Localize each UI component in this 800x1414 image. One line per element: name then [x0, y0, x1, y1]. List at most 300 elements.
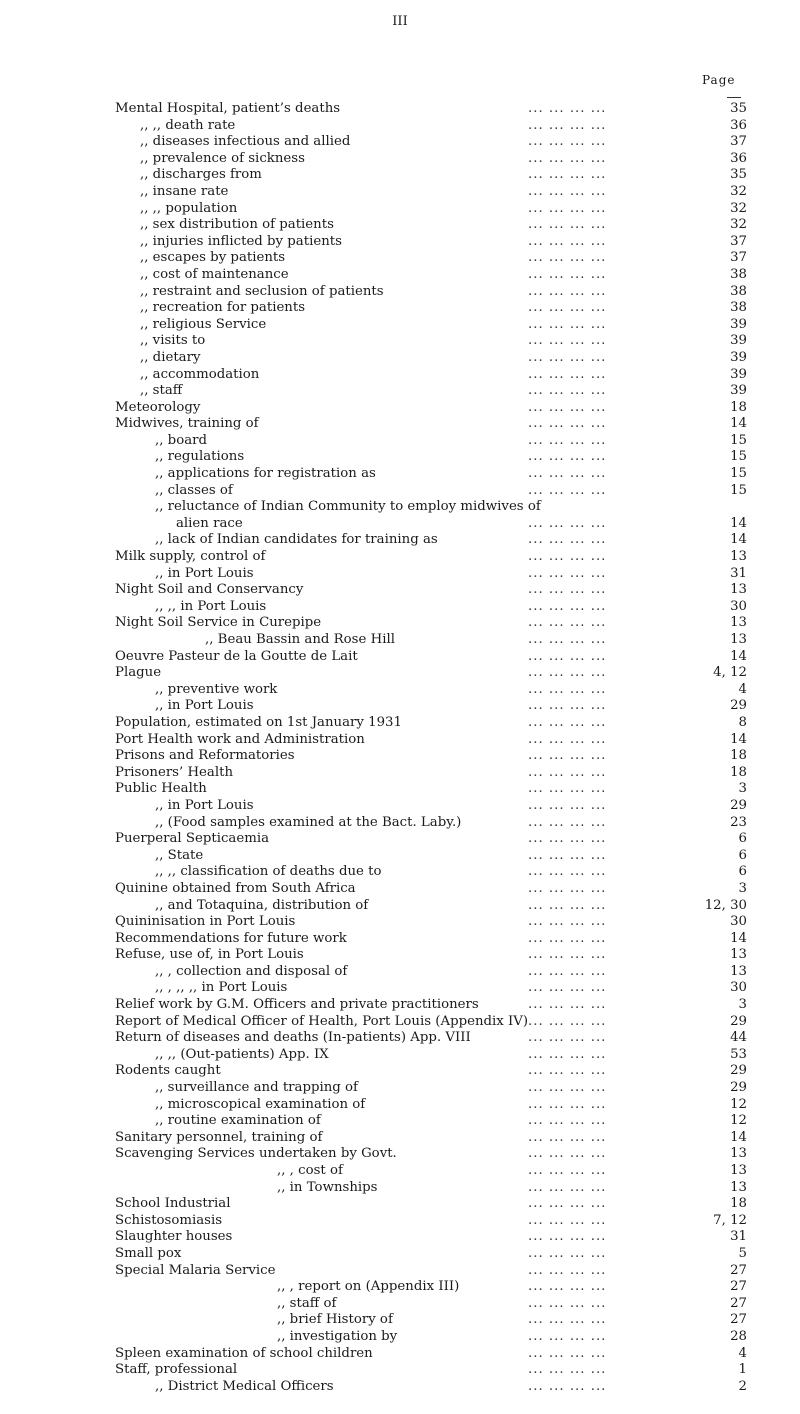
- index-entry: [0, 997, 800, 1014]
- leader-dots: ... ... ... ...: [528, 582, 607, 598]
- entry-text: ,, ,, (Out-patients) App. IX: [155, 1046, 329, 1062]
- leader-dots: ... ... ... ...: [528, 134, 607, 150]
- entry-page: 13: [730, 615, 747, 631]
- entry-text: ,, staff: [140, 383, 183, 399]
- index-entry: [0, 1246, 800, 1263]
- leader-dots: ... ... ... ...: [528, 150, 607, 166]
- index-entry: [0, 1180, 800, 1197]
- entry-text: ,, recreation for patients: [140, 300, 306, 316]
- index-entry: [0, 698, 800, 715]
- entry-text: Slaughter houses: [115, 1229, 233, 1245]
- leader-dots: ... ... ... ...: [528, 283, 607, 299]
- entry-text: ,, brief History of: [277, 1312, 393, 1328]
- entry-page: 12, 30: [704, 897, 747, 913]
- entry-text: Prisons and Reformatories: [115, 748, 295, 764]
- entry-page: 39: [730, 366, 747, 382]
- index-entry: [0, 1113, 800, 1130]
- entry-text: Plague: [115, 665, 162, 681]
- entry-text: ,, classes of: [155, 482, 233, 498]
- index-entry: [0, 582, 800, 599]
- index-entry: [0, 499, 800, 516]
- leader-dots: ... ... ... ...: [528, 847, 607, 863]
- entry-text: Mental Hospital, patient’s deaths: [115, 101, 341, 116]
- entry-page: 3: [738, 781, 747, 797]
- index-entry: [0, 615, 800, 632]
- entry-text: Recommendations for future work: [115, 930, 347, 946]
- entry-text: Return of diseases and deaths (In-patients) App. VIII: [115, 1030, 471, 1046]
- index-entry: [0, 1279, 800, 1296]
- entry-page: 14: [730, 731, 747, 747]
- leader-dots: ... ... ... ...: [528, 1229, 607, 1245]
- entry-page: 13: [730, 582, 747, 598]
- leader-dots: ... ... ... ...: [528, 864, 607, 880]
- entry-text: ,, staff of: [277, 1295, 337, 1311]
- index-entry: [0, 532, 800, 549]
- entry-page: 14: [730, 1129, 747, 1145]
- index-entry: [0, 267, 800, 284]
- leader-dots: ... ... ... ...: [528, 515, 607, 531]
- index-entry: [0, 1097, 800, 1114]
- index-entry: [0, 1014, 800, 1031]
- index-entry: [0, 383, 800, 400]
- leader-dots: ... ... ... ...: [528, 1312, 607, 1328]
- entry-text: ,, investigation by: [277, 1328, 398, 1344]
- leader-dots: ... ... ... ...: [528, 930, 607, 946]
- entry-text: ,, surveillance and trapping of: [155, 1080, 358, 1096]
- index-entry: [0, 317, 800, 334]
- leader-dots: ... ... ... ...: [528, 1013, 607, 1029]
- entry-page: 2: [738, 1378, 747, 1394]
- entry-text: ,, diseases infectious and allied: [140, 134, 351, 150]
- leader-dots: ... ... ... ...: [528, 880, 607, 896]
- leader-dots: ... ... ... ...: [528, 167, 607, 183]
- leader-dots: ... ... ... ...: [528, 1245, 607, 1261]
- entry-text: ,, preventive work: [155, 681, 278, 697]
- index-entry: [0, 1296, 800, 1313]
- entry-page: 6: [738, 847, 747, 863]
- entry-page: 27: [730, 1262, 747, 1278]
- index-entry: [0, 831, 800, 848]
- index-entry: [0, 167, 800, 184]
- entry-page: 29: [730, 1063, 747, 1079]
- entry-text: ,, accommodation: [140, 366, 260, 382]
- leader-dots: ... ... ... ...: [528, 1362, 607, 1378]
- index-entry: [0, 134, 800, 151]
- entry-text: ,, , collection and disposal of: [155, 963, 348, 979]
- entry-text: ,, sex distribution of patients: [140, 217, 334, 233]
- leader-dots: ... ... ... ...: [528, 333, 607, 349]
- entry-text: ,, and Totaquina, distribution of: [155, 897, 369, 913]
- leader-dots: ... ... ... ...: [528, 217, 607, 233]
- entry-text: ,, State: [155, 847, 204, 863]
- index-entry: [0, 798, 800, 815]
- leader-dots: ... ... ... ...: [528, 698, 607, 714]
- leader-dots: ... ... ... ...: [528, 565, 607, 581]
- entry-page: 3: [738, 880, 747, 896]
- index-entry: [0, 898, 800, 915]
- index-entry: [0, 1063, 800, 1080]
- entry-page: 7, 12: [713, 1212, 747, 1228]
- entry-page: 30: [730, 914, 747, 930]
- entry-page: 5: [738, 1245, 747, 1261]
- entry-text: Refuse, use of, in Port Louis: [115, 947, 304, 963]
- index-entry: [0, 947, 800, 964]
- index-entry: [0, 234, 800, 251]
- index-entry: [0, 483, 800, 500]
- entry-text: ,, in Port Louis: [155, 797, 254, 813]
- entry-page: 37: [730, 250, 747, 266]
- entry-page: 53: [730, 1046, 747, 1062]
- entry-text: ,, in Townships: [277, 1179, 378, 1195]
- index-entry: [0, 151, 800, 168]
- leader-dots: ... ... ... ...: [528, 1196, 607, 1212]
- leader-dots: ... ... ... ...: [528, 383, 607, 399]
- leader-dots: ... ... ... ...: [528, 416, 607, 432]
- leader-dots: ... ... ... ...: [528, 183, 607, 199]
- entry-text: Quininisation in Port Louis: [115, 914, 296, 930]
- leader-dots: ... ... ... ...: [528, 316, 607, 332]
- leader-dots: ... ... ... ...: [528, 1179, 607, 1195]
- entry-page: 29: [730, 1080, 747, 1096]
- entry-page: 32: [730, 183, 747, 199]
- index-entry: [0, 682, 800, 699]
- entry-page: 4, 12: [713, 665, 747, 681]
- leader-dots: ... ... ... ...: [528, 781, 607, 797]
- index-list: [0, 101, 800, 1395]
- leader-dots: ... ... ... ...: [528, 1063, 607, 1079]
- entry-text: ,, restraint and seclusion of patients: [140, 283, 384, 299]
- index-entry: [0, 433, 800, 450]
- leader-dots: ... ... ... ...: [528, 1279, 607, 1295]
- entry-page: 14: [730, 532, 747, 548]
- index-entry: [0, 333, 800, 350]
- entry-text: ,, board: [155, 432, 207, 448]
- entry-text: ,, ,, classification of deaths due to: [155, 864, 382, 880]
- entry-text: Puerperal Septicaemia: [115, 831, 269, 847]
- entry-text: alien race: [176, 515, 243, 531]
- leader-dots: ... ... ... ...: [528, 200, 607, 216]
- leader-dots: ... ... ... ...: [528, 665, 607, 681]
- entry-text: ,, religious Service: [140, 316, 267, 332]
- leader-dots: ... ... ... ...: [528, 1080, 607, 1096]
- entry-page: 36: [730, 117, 747, 133]
- entry-text: ,, cost of maintenance: [140, 266, 289, 282]
- entry-page: 28: [730, 1328, 747, 1344]
- entry-page: 29: [730, 797, 747, 813]
- entry-page: 38: [730, 266, 747, 282]
- entry-text: Staff, professional: [115, 1362, 238, 1378]
- entry-page: 39: [730, 316, 747, 332]
- entry-text: ,, , report on (Appendix III): [277, 1279, 460, 1295]
- entry-page: 37: [730, 233, 747, 249]
- index-entry: [0, 649, 800, 666]
- entry-text: ,, visits to: [140, 333, 206, 349]
- entry-page: 35: [730, 167, 747, 183]
- leader-dots: ... ... ... ...: [528, 764, 607, 780]
- leader-dots: ... ... ... ...: [528, 117, 607, 133]
- entry-page: 13: [730, 1179, 747, 1195]
- page-number: III: [392, 14, 408, 29]
- index-entry: [0, 1263, 800, 1280]
- index-entry: [0, 765, 800, 782]
- entry-page: 29: [730, 1013, 747, 1029]
- entry-page: 6: [738, 831, 747, 847]
- index-entry: [0, 815, 800, 832]
- leader-dots: ... ... ... ...: [528, 797, 607, 813]
- leader-dots: ... ... ... ...: [528, 963, 607, 979]
- entry-page: 18: [730, 1196, 747, 1212]
- entry-page: 4: [738, 1345, 747, 1361]
- entry-text: Milk supply, control of: [115, 549, 266, 565]
- entry-text: Midwives, training of: [115, 416, 259, 432]
- entry-text: Meteorology: [115, 399, 201, 415]
- index-entry: [0, 665, 800, 682]
- index-entry: [0, 400, 800, 417]
- leader-dots: ... ... ... ...: [528, 349, 607, 365]
- entry-page: 38: [730, 283, 747, 299]
- entry-page: 44: [730, 1030, 747, 1046]
- index-entry: [0, 217, 800, 234]
- leader-dots: ... ... ... ...: [528, 632, 607, 647]
- entry-page: 13: [730, 963, 747, 979]
- entry-text: Night Soil and Conservancy: [115, 582, 304, 598]
- entry-text: Report of Medical Officer of Health, Port Louis (Appendix IV): [115, 1013, 529, 1029]
- leader-dots: ... ... ... ...: [528, 980, 607, 996]
- entry-page: 4: [738, 681, 747, 697]
- entry-text: ,, in Port Louis: [155, 698, 254, 714]
- leader-dots: ... ... ... ...: [528, 731, 607, 747]
- entry-page: 14: [730, 416, 747, 432]
- leader-dots: ... ... ... ...: [528, 947, 607, 963]
- entry-text: ,, injuries inflicted by patients: [140, 233, 342, 249]
- page-column-rule: [727, 97, 741, 98]
- index-entry: [0, 1229, 800, 1246]
- entry-text: ,, escapes by patients: [140, 250, 286, 266]
- index-entry: [0, 715, 800, 732]
- leader-dots: ... ... ... ...: [528, 250, 607, 266]
- leader-dots: ... ... ... ...: [528, 714, 607, 730]
- leader-dots: ... ... ... ...: [528, 615, 607, 631]
- entry-text: ,, in Port Louis: [155, 565, 254, 581]
- entry-page: 31: [730, 1229, 747, 1245]
- index-entry: [0, 549, 800, 566]
- entry-text: Spleen examination of school children: [115, 1345, 373, 1361]
- index-entry: [0, 980, 800, 997]
- entry-text: Oeuvre Pasteur de la Goutte de Lait: [115, 648, 358, 664]
- entry-text: ,, prevalence of sickness: [140, 150, 305, 166]
- entry-text: ,, , ,, ,, in Port Louis: [155, 980, 288, 996]
- entry-text: ,, routine examination of: [155, 1113, 321, 1129]
- entry-text: School Industrial: [115, 1196, 231, 1212]
- index-entry: [0, 864, 800, 881]
- index-entry: [0, 1379, 800, 1396]
- index-entry: [0, 1080, 800, 1097]
- entry-page: 13: [730, 1146, 747, 1162]
- entry-text: Schistosomiasis: [115, 1212, 223, 1228]
- leader-dots: ... ... ... ...: [528, 1113, 607, 1129]
- entry-text: Special Malaria Service: [115, 1262, 276, 1278]
- leader-dots: ... ... ... ...: [528, 233, 607, 249]
- entry-page: 18: [730, 399, 747, 415]
- index-entry: [0, 1362, 800, 1379]
- entry-text: ,, District Medical Officers: [155, 1378, 334, 1394]
- index-entry: [0, 964, 800, 981]
- entry-page: 12: [730, 1113, 747, 1129]
- entry-text: Night Soil Service in Curepipe: [115, 615, 322, 631]
- leader-dots: ... ... ... ...: [528, 897, 607, 913]
- entry-page: 23: [730, 814, 747, 830]
- entry-page: 27: [730, 1312, 747, 1328]
- entry-text: Public Health: [115, 781, 207, 797]
- index-entry: [0, 1346, 800, 1363]
- leader-dots: ... ... ... ...: [528, 449, 607, 465]
- index-entry: [0, 566, 800, 583]
- leader-dots: ... ... ... ...: [528, 831, 607, 847]
- index-entry: [0, 914, 800, 931]
- index-entry: [0, 632, 800, 649]
- entry-text: ,, insane rate: [140, 183, 229, 199]
- index-entry: [0, 881, 800, 898]
- leader-dots: ... ... ... ...: [528, 1345, 607, 1361]
- leader-dots: ... ... ... ...: [528, 997, 607, 1013]
- leader-dots: ... ... ... ...: [528, 598, 607, 614]
- entry-page: 15: [730, 466, 747, 482]
- leader-dots: ... ... ... ...: [528, 432, 607, 448]
- index-entry: [0, 416, 800, 433]
- entry-page: 39: [730, 333, 747, 349]
- index-entry: [0, 848, 800, 865]
- index-entry: [0, 732, 800, 749]
- leader-dots: ... ... ... ...: [528, 1129, 607, 1145]
- index-entry: [0, 250, 800, 267]
- index-entry: [0, 101, 800, 118]
- index-entry: [0, 118, 800, 135]
- index-entry: [0, 300, 800, 317]
- leader-dots: ... ... ... ...: [528, 648, 607, 664]
- entry-text: Quinine obtained from South Africa: [115, 880, 356, 896]
- entry-page: 30: [730, 980, 747, 996]
- leader-dots: ... ... ... ...: [528, 1046, 607, 1062]
- index-entry: [0, 284, 800, 301]
- index-entry: [0, 1030, 800, 1047]
- index-entry: [0, 748, 800, 765]
- entry-text: ,, Beau Bassin and Rose Hill: [205, 632, 395, 647]
- entry-page: 6: [738, 864, 747, 880]
- entry-page: 1: [738, 1362, 747, 1378]
- index-entry: [0, 931, 800, 948]
- entry-page: 8: [738, 714, 747, 730]
- entry-text: ,, ,, in Port Louis: [155, 598, 267, 614]
- entry-text: ,, applications for registration as: [155, 466, 376, 482]
- entry-text: ,, discharges from: [140, 167, 262, 183]
- index-entry: [0, 201, 800, 218]
- leader-dots: ... ... ... ...: [528, 101, 607, 116]
- entry-page: 13: [730, 947, 747, 963]
- leader-dots: ... ... ... ...: [528, 1030, 607, 1046]
- leader-dots: ... ... ... ...: [528, 1096, 607, 1112]
- index-entry: [0, 367, 800, 384]
- index-entry: [0, 599, 800, 616]
- entry-text: ,, , cost of: [277, 1163, 343, 1178]
- entry-page: 18: [730, 764, 747, 780]
- entry-page: 29: [730, 698, 747, 714]
- leader-dots: ... ... ... ...: [528, 466, 607, 482]
- entry-page: 37: [730, 134, 747, 150]
- index-entry: [0, 781, 800, 798]
- index-entry: [0, 466, 800, 483]
- entry-page: 32: [730, 217, 747, 233]
- leader-dots: ... ... ... ...: [528, 366, 607, 382]
- index-entry: [0, 1047, 800, 1064]
- leader-dots: ... ... ... ...: [528, 482, 607, 498]
- entry-text: Prisoners’ Health: [115, 764, 234, 780]
- entry-text: Relief work by G.M. Officers and private practitioners: [115, 997, 479, 1013]
- leader-dots: ... ... ... ...: [528, 399, 607, 415]
- entry-text: Port Health work and Administration: [115, 731, 365, 747]
- leader-dots: ... ... ... ...: [528, 300, 607, 316]
- page-column-heading: Page: [702, 73, 736, 87]
- entry-page: 36: [730, 150, 747, 166]
- index-entry: [0, 1329, 800, 1346]
- entry-page: 27: [730, 1279, 747, 1295]
- entry-text: ,, lack of Indian candidates for training as: [155, 532, 438, 548]
- entry-page: 14: [730, 515, 747, 531]
- index-entry: [0, 184, 800, 201]
- entry-page: 14: [730, 648, 747, 664]
- index-entry: [0, 1196, 800, 1213]
- leader-dots: ... ... ... ...: [528, 266, 607, 282]
- leader-dots: ... ... ... ...: [528, 549, 607, 565]
- index-entry: [0, 449, 800, 466]
- entry-text: Small pox: [115, 1245, 182, 1261]
- leader-dots: ... ... ... ...: [528, 1163, 607, 1178]
- index-entry: [0, 1130, 800, 1147]
- entry-page: 27: [730, 1295, 747, 1311]
- entry-page: 31: [730, 565, 747, 581]
- index-entry: [0, 1312, 800, 1329]
- entry-page: 13: [730, 549, 747, 565]
- entry-page: 39: [730, 349, 747, 365]
- entry-text: ,, ,, death rate: [140, 117, 236, 133]
- index-entry: [0, 1163, 800, 1180]
- entry-text: ,, (Food samples examined at the Bact. Laby.): [155, 814, 462, 830]
- index-entry: [0, 350, 800, 367]
- entry-text: Sanitary personnel, training of: [115, 1129, 323, 1145]
- entry-page: 13: [730, 632, 747, 647]
- leader-dots: ... ... ... ...: [528, 1328, 607, 1344]
- leader-dots: ... ... ... ...: [528, 1378, 607, 1394]
- leader-dots: ... ... ... ...: [528, 1212, 607, 1228]
- entry-page: 15: [730, 432, 747, 448]
- leader-dots: ... ... ... ...: [528, 748, 607, 764]
- leader-dots: ... ... ... ...: [528, 1146, 607, 1162]
- entry-page: 12: [730, 1096, 747, 1112]
- entry-text: Scavenging Services undertaken by Govt.: [115, 1146, 397, 1162]
- leader-dots: ... ... ... ...: [528, 914, 607, 930]
- index-entry: [0, 1146, 800, 1163]
- entry-page: 14: [730, 930, 747, 946]
- entry-text: ,, regulations: [155, 449, 245, 465]
- index-entry: [0, 1213, 800, 1230]
- entry-page: 15: [730, 482, 747, 498]
- entry-text: ,, reluctance of Indian Community to employ midwives of: [155, 499, 541, 515]
- entry-text: ,, dietary: [140, 349, 201, 365]
- entry-page: 18: [730, 748, 747, 764]
- leader-dots: ... ... ... ...: [528, 681, 607, 697]
- entry-page: 3: [738, 997, 747, 1013]
- entry-page: 30: [730, 598, 747, 614]
- entry-page: 35: [730, 101, 747, 116]
